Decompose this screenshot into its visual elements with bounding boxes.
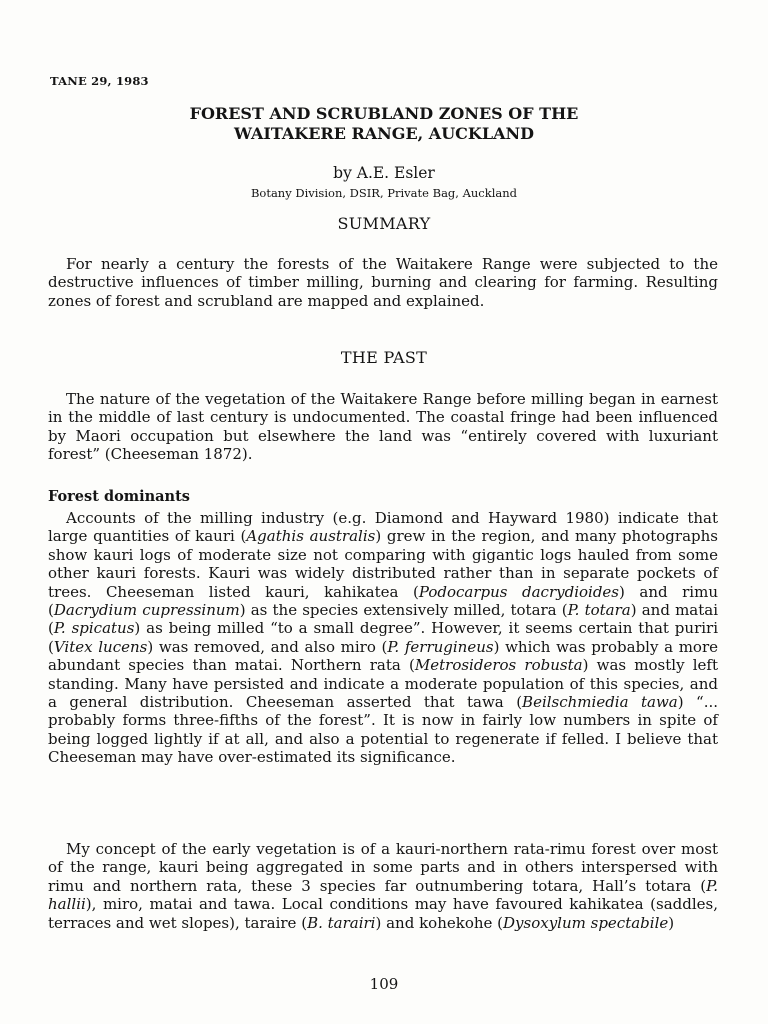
text-run: My concept of the early vegetation is of a kauri-northern rata-rimu forest over most of the range, kauri being aggregated in some parts and in others interspersed with rimu and northern rata, these 3 species far outnumbering totara, Hall’s totara (	[48, 840, 718, 895]
species-name: P. hallii	[48, 876, 718, 914]
the-past-heading: THE PAST	[340, 348, 428, 367]
running-head: TANE 29, 1983	[50, 74, 149, 88]
forest-dominants-paragraph-1	[48, 509, 718, 767]
text-run: ) was removed, and also miro (	[147, 637, 388, 656]
text-run: Accounts of the milling industry (e.g. Diamond and Hayward 1980) indicate that large quantities of kauri (	[48, 509, 718, 546]
text-run: ) as the species extensively milled, totara (	[239, 601, 568, 620]
text-run: ) as being milled “to a small degree”. However, it seems certain that puriri (	[48, 619, 718, 656]
species-name: Beilschmiedia tawa	[522, 693, 678, 712]
species-name: B. tarairi	[307, 913, 376, 932]
text-run: ) and matai (	[48, 601, 719, 638]
text-run: ), miro, matai and tawa. Local conditions may have favoured kahikatea (saddles, terraces and wet slopes), taraire (	[48, 895, 718, 932]
summary-paragraph: For nearly a century the forests of the Waitakere Range were subjected to the destructive influences of timber milling, burning and clearing for farming. Resulting zones of forest and scrubland are mapped and explained.	[48, 255, 718, 310]
text-run: ) “... probably forms three-fifths of the forest”. It is now in fairly low numbers in spite of being logged lightly if at all, and also a potential to regenerate if felled. I believe that Cheeseman may have over-estimated its significance.	[48, 693, 718, 767]
forest-dominants-paragraph-2	[48, 840, 718, 932]
text-run: )	[668, 913, 675, 932]
text-run: ) and kohekohe (	[375, 913, 504, 932]
summary-heading: SUMMARY	[337, 214, 431, 233]
author-line: by A.E. Esler	[333, 164, 435, 182]
species-name: Dacrydium cupressinum	[53, 601, 240, 620]
text-run: ) grew in the region, and many photographs show kauri logs of moderate size not comparing with gigantic logs hauled from some other kauri forests. Kauri was widely distributed rather than in separate pockets of trees. Cheeseman listed kauri, kahikatea (	[48, 527, 718, 601]
species-name: Vitex lucens	[53, 637, 148, 656]
species-name: Dysoxylum spectabile	[503, 913, 669, 932]
text-run: ) and rimu (	[48, 582, 718, 620]
species-name: Podocarpus dacrydioides	[418, 582, 619, 601]
species-name: P. ferrugineus	[387, 637, 494, 656]
title-line-1: FOREST AND SCRUBLAND ZONES OF THE	[189, 104, 579, 123]
article-title	[0, 104, 768, 144]
title-line-2: WAITAKERE RANGE, AUCKLAND	[234, 124, 534, 143]
species-name: P. totara	[567, 601, 631, 620]
text-run: ) which was probably a more abundant species than matai. Northern rata (	[48, 637, 718, 675]
affiliation-line: Botany Division, DSIR, Private Bag, Auckland	[250, 186, 518, 200]
species-name: Agathis australis	[246, 527, 376, 546]
page-number: 109	[369, 975, 399, 993]
text-run: ) was mostly left standing. Many have persisted and indicate a moderate population of this species, and a general distribution. Cheeseman asserted that tawa (	[48, 656, 718, 712]
forest-dominants-subheading: Forest dominants	[48, 488, 190, 505]
the-past-paragraph: The nature of the vegetation of the Waitakere Range before milling began in earnest in the middle of last century is undocumented. The coastal fringe had been influenced by Maori occupation but elsewhere the land was “entirely covered with luxuriant forest” (Cheeseman 1872).	[48, 390, 718, 464]
species-name: P. spicatus	[53, 619, 135, 638]
species-name: Metrosideros robusta	[414, 656, 583, 675]
